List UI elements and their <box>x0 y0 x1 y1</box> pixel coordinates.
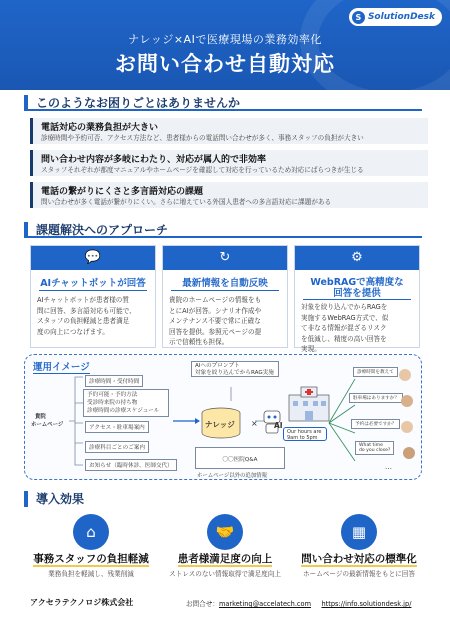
card-title: 最新情報を自動反映 <box>182 278 268 289</box>
logo-text: SolutionDesk <box>367 12 435 22</box>
more-patients: … <box>385 463 392 471</box>
approach-card-auto-update <box>162 245 288 348</box>
solutiondesk-logo <box>349 8 442 26</box>
patient-avatar <box>401 421 413 433</box>
knowledge-label: ナレッジ <box>205 420 235 429</box>
page-box: 診療科目ごとのご案内 <box>85 441 149 453</box>
problem-desc: 診療時間や予約可否、アクセス方法など、患者様からの電話問い合わせが多く、事務スタッフの負担が大きい <box>41 134 364 142</box>
page-box-multi: 予約可能・予約方法 受診時来院の持ち物 診療時間の診療スケジュール <box>83 389 169 417</box>
ai-label: AI <box>274 421 283 430</box>
patient-question: 予約は必要ですか？ <box>351 419 400 429</box>
usage-diagram <box>24 354 422 480</box>
chat-icon: 💬 <box>84 250 102 265</box>
email-link[interactable]: marketing@accelatech.com <box>218 600 312 608</box>
effect-title: 患者様満足度の向上 <box>177 553 273 565</box>
logo-mark-icon: S <box>352 11 365 24</box>
card-title: WebRAGで高精度な <box>310 277 404 288</box>
problem-item <box>30 150 428 176</box>
problem-item <box>30 118 428 144</box>
problem-title: 電話の繋がりにくさと多言語対応の課題 <box>41 187 204 197</box>
effects-heading: 導入効果 <box>24 491 84 507</box>
effect-title: 事務スタッフの負担軽減 <box>33 553 149 565</box>
patient-avatar <box>399 369 411 381</box>
card-body: 対象を絞り込んでからRAGを 実施するWebRAG方式で、似 て非なる情報が混ざるリスク を低減し、精度の高い回答を 実現。 <box>301 303 389 353</box>
effect-desc: 業務負担を軽減し、残業削減 <box>48 570 134 578</box>
building-icon: ▦ <box>341 514 377 550</box>
home-icon: ⌂ <box>73 514 109 550</box>
contact-info: お問合せ：marketing@accelatech.com https://info.solutiondesk.jp/ <box>186 600 412 608</box>
qa-doc-box: 〇〇医院Q&A <box>195 447 285 469</box>
patient-question: 駐車場はありますか？ <box>349 393 403 403</box>
handshake-icon: 🤝 <box>207 514 243 550</box>
page-box: アクセス・駐車場案内 <box>85 421 149 433</box>
card-title: AIチャットボットが回答 <box>40 278 146 289</box>
bracket-connector <box>69 373 85 469</box>
company-name: アクセラテクノロジ株式会社 <box>30 598 134 607</box>
problem-title: 電話対応の業務負担が大きい <box>41 123 159 133</box>
approach-card-chatbot <box>30 245 156 348</box>
header-subtitle: ナレッジ×AIで医療現場の業務効率化 <box>128 33 322 46</box>
approach-heading: 課題解決へのアプローチ <box>24 222 422 238</box>
problem-title: 問い合わせ内容が多岐にわたり、対応が属人的で非効率 <box>41 155 267 165</box>
card-body: 貴院のホームページの情報をも とにAIが回答。シナリオ作成や メンテナンス不要で常に正確な 回答を提供。参照元ページの提 示で信頼性も担保。 <box>169 296 262 346</box>
patient-question: 診療時間を教えて <box>353 367 398 377</box>
effect-desc: ホームページの最新情報をもとに回答 <box>303 570 415 578</box>
page-box: 診療時間・受付時間 <box>85 375 143 387</box>
footer <box>0 590 450 620</box>
page-box: お知らせ（臨時休診、医師交代） <box>85 459 177 471</box>
patient-avatar <box>401 395 413 407</box>
robot-icon: ⚙ <box>351 250 363 265</box>
refresh-icon: ↻ <box>219 250 231 265</box>
problem-desc: 問い合わせが多く電話が繋がりにくい。さらに増えている外国人患者への多言語対応に課題がある <box>41 198 332 206</box>
additional-info-label: ホームページ以外の追加情報 <box>197 473 267 479</box>
prompt-box: AIへのプロンプト 対象を絞り込んでからRAG実施 <box>191 361 279 377</box>
answer-bubble: Our hours are 9am to 5pm <box>283 427 327 441</box>
problems-heading: このようなお困りごとはありませんか <box>24 95 422 111</box>
site-label: ホームページ <box>31 422 64 428</box>
times-sign: × <box>251 419 258 428</box>
header-banner <box>0 0 450 90</box>
effect-title: 問い合わせ対応の標準化 <box>301 553 417 565</box>
page-title: お問い合わせ自動対応 <box>115 52 335 76</box>
effect-desc: ストレスのない情報取得で満足度向上 <box>169 570 281 578</box>
approach-card-webrag <box>294 245 420 353</box>
patient-question: What time do you close? <box>355 441 394 455</box>
patient-avatar <box>403 447 415 459</box>
problem-desc: スタッフそれぞれが都度マニュアルやホームページを確認して対応を行っているため対応にばらつきが生じる <box>41 166 364 174</box>
card-title: 回答を提供 <box>333 288 381 299</box>
problem-item <box>30 182 428 208</box>
website-link[interactable]: https://info.solutiondesk.jp/ <box>321 600 412 608</box>
card-body: AIチャットボットが患者様の質 問に回答、多言語対応も可能で、 スタッフの負担軽減と患者満足 度の向上につなげます。 <box>37 296 136 336</box>
site-label: 貴院 <box>35 414 46 420</box>
usage-label: 運用イメージ <box>33 359 90 374</box>
